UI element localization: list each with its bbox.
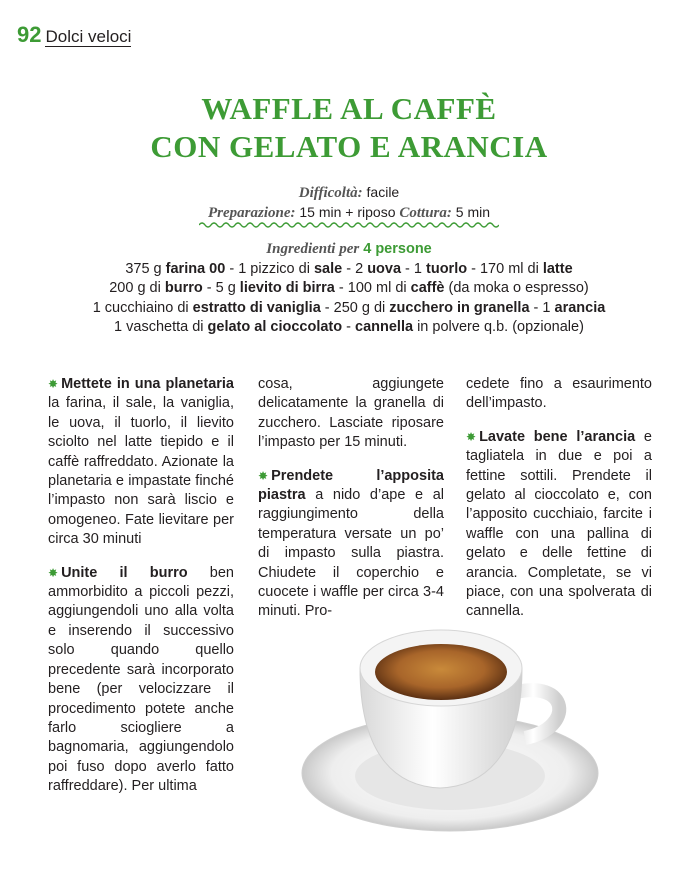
step-paragraph	[48, 375, 234, 550]
recipe-title	[0, 90, 698, 166]
ingredient-name: gelato al cioccolato	[207, 319, 343, 335]
ingredient-name: tuorlo	[426, 260, 468, 277]
ingredient-name: farina 00	[165, 260, 226, 277]
difficulty-value: facile	[366, 184, 400, 200]
ingredients-line	[0, 260, 698, 280]
ingredient-name: zucchero in granella	[389, 299, 530, 316]
ingredients-line	[0, 279, 698, 299]
ingredient-name: uova	[367, 260, 402, 277]
ingredients-heading: Ingredienti per	[266, 241, 360, 257]
star-bullet-icon: ✸	[48, 377, 59, 391]
star-bullet-icon: ✸	[48, 565, 59, 580]
step-text: cosa, aggiungete delicatamente la granella di zucchero. Lasciate riposare l’impasto per 15 minuti.	[258, 376, 444, 451]
recipe-title-line2: CON GELATO E ARANCIA	[150, 129, 548, 164]
wavy-divider	[199, 221, 499, 229]
prep-value: 15 min + riposo	[299, 204, 396, 220]
ingredient-name: sale	[313, 260, 343, 277]
step-text: e tagliatela in due e poi a fettine sottili. Prendete il gelato al cioccolato e, con l’apposito cucchiaio, farcite i waffle con una pallina di gelato e delle fettine di arancia. Completate, se vi piace, con una spolverata di cannella.	[466, 428, 652, 620]
step-lead: Lavate bene l’arancia	[479, 428, 636, 445]
column-1	[48, 375, 234, 811]
ingredient-text: 375 g	[125, 260, 166, 277]
step-paragraph	[48, 564, 234, 797]
step-text: a nido d’ape e al raggiungimento della temperatura versate un po’ di impasto sulla piastra. Chiudete il coperchio e cuocete i waffle per circa 3-4 minuti. Pro-	[258, 487, 444, 620]
step-lead: Prendete l’apposita piastra	[258, 467, 444, 504]
recipe-meta	[0, 183, 698, 223]
ingredient-text: 200 g di	[109, 280, 165, 296]
step-paragraph	[466, 428, 652, 622]
step-text: ben ammorbidito a piccoli pezzi, aggiungendoli uno alla volta e inserendo il successivo solo quando quello precedente sarà incorporato bene (per velocizzare il procedimento potete anche farlo sciogliere a bagnomaria, aggiungendolo poi fuso dopo averlo fatto raffreddare). Per ultima	[48, 564, 234, 795]
ingredients-block	[0, 240, 698, 338]
star-bullet-icon: ✸	[466, 429, 477, 444]
prep-label: Preparazione:	[207, 205, 296, 221]
ingredient-text: 1 vaschetta di	[114, 319, 208, 335]
ingredient-text: - 100 ml di	[334, 280, 411, 296]
ingredient-text: (da moka o espresso)	[444, 280, 589, 296]
page-number: 92	[17, 22, 42, 47]
ingredient-text: - 1 pizzico di	[225, 260, 314, 277]
ingredient-text: - 250 g di	[320, 299, 390, 316]
step-lead: Unite il burro	[61, 564, 188, 581]
step-paragraph	[466, 375, 652, 414]
column-3	[466, 375, 652, 636]
ingredient-text: - 5 g	[202, 280, 240, 296]
ingredient-text: - 1	[401, 260, 427, 277]
column-2	[258, 375, 444, 636]
star-bullet-icon: ✸	[258, 468, 269, 483]
ingredient-text: - 1	[529, 299, 555, 316]
ingredient-name: arancia	[554, 299, 606, 316]
ingredient-text: 1 cucchiaino di	[92, 299, 193, 316]
difficulty-label: Difficoltà:	[298, 185, 363, 201]
step-paragraph	[258, 375, 444, 453]
section-title: Dolci veloci	[45, 27, 132, 46]
espresso-cup-image	[300, 598, 600, 838]
ingredients-line	[0, 318, 698, 338]
recipe-title-line1: WAFFLE AL CAFFÈ	[201, 91, 497, 126]
step-text: cedete fino a esaurimento dell’impasto.	[466, 376, 652, 412]
ingredient-name: estratto di vaniglia	[192, 299, 321, 316]
ingredient-name: burro	[164, 280, 203, 296]
ingredient-name: lievito di birra	[239, 280, 335, 296]
ingredients-line	[0, 299, 698, 319]
ingredient-name: latte	[542, 260, 573, 277]
ingredient-text: -	[342, 319, 356, 335]
cook-label: Cottura:	[399, 205, 452, 221]
step-text: la farina, il sale, la vaniglia, le uova, il tuorlo, il lievito sciolto nel latte tiepido e il caffè raffreddato. Azionate la planetaria e impastate finché l’impasto non sarà liscio e omogeneo. Fate lievitare per circa 30 minuti	[48, 395, 234, 548]
ingredient-text: - 2	[342, 260, 368, 277]
ingredient-text: in polvere q.b. (opzionale)	[413, 319, 584, 335]
ingredient-name: cannella	[355, 319, 414, 335]
cook-value: 5 min	[455, 204, 491, 220]
servings: 4 persone	[363, 241, 432, 257]
step-lead: Mettete in una planetaria	[61, 376, 234, 392]
ingredient-text: - 170 ml di	[467, 260, 543, 277]
page-header	[17, 22, 131, 48]
ingredient-name: caffè	[410, 280, 445, 296]
